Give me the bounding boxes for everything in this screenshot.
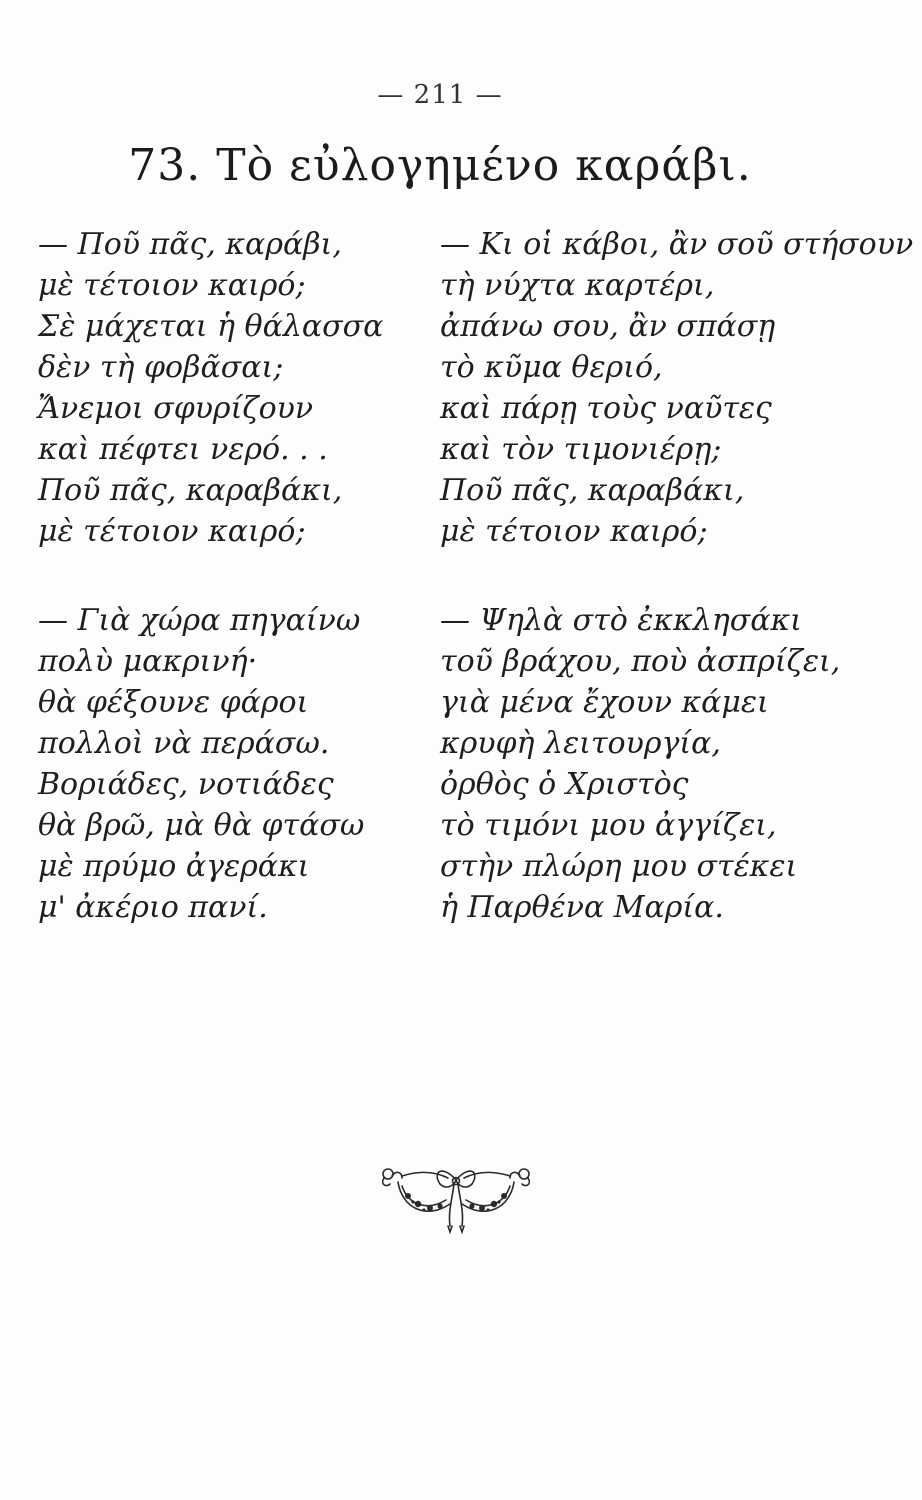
stanza-right-1 (440, 224, 914, 552)
poem-line: τὸ κῦμα θεριό, (440, 350, 663, 385)
stanza-left-1 (38, 224, 458, 552)
poem-line: Ἄνεμοι σφυρίζουν (38, 391, 314, 426)
poem-line: τοῦ βράχου, ποὺ ἀσπρίζει, (440, 644, 841, 679)
poem-line: μὲ τέτοιον καιρό; (440, 514, 708, 549)
poem-line: θὰ φέξουνε φάροι (38, 685, 309, 720)
poem-line: πολλοὶ νὰ περάσω. (38, 726, 330, 761)
poem-line: τὴ νύχτα καρτέρι, (440, 268, 715, 303)
poem-line: Ποῦ πᾶς, καραβάκι, (38, 473, 343, 508)
poem-line: θὰ βρῶ, μὰ θὰ φτάσω (38, 808, 365, 843)
stanza-right-2 (440, 600, 860, 928)
poem-title: 73. Τὸ εὐλογημένο καράβι. (128, 140, 752, 191)
poem-line: μὲ πρύμο ἀγεράκι (38, 849, 310, 884)
poem-line: μ' ἀκέριο πανί. (38, 890, 268, 925)
poem-line: ὀρθὸς ὁ Χριστὸς (440, 767, 689, 802)
poem-line: καὶ τὸν τιμονιέρῃ; (440, 432, 722, 467)
poem-line: καὶ πάρῃ τοὺς ναῦτες (440, 391, 772, 426)
poem-line: τὸ τιμόνι μου ἀγγίζει, (440, 808, 777, 843)
poem-line: μὲ τέτοιον καιρό; (38, 514, 306, 549)
poem-line: Βοριάδες, νοτιάδες (38, 767, 334, 802)
poem-line: Ποῦ πᾶς, καραβάκι, (440, 473, 745, 508)
poem-line: — Γιὰ χώρα πηγαίνω (38, 603, 361, 638)
poem-line: μὲ τέτοιον καιρό; (38, 268, 306, 303)
bow-garland-ornament-icon (376, 1160, 536, 1240)
poem-line: Σὲ μάχεται ἡ θάλασσα (38, 309, 384, 344)
poem-line: ἡ Παρθένα Μαρία. (440, 890, 724, 925)
poem-line: ἀπάνω σου, ἂν σπάσῃ (440, 309, 776, 344)
poem-line: δὲν τὴ φοβᾶσαι; (38, 350, 284, 385)
poem-line: καὶ πέφτει νερό. . . (38, 432, 328, 467)
poem-line: γιὰ μένα ἔχουν κάμει (440, 685, 769, 720)
poem-line: — Ψηλὰ στὸ ἐκκλησάκι (440, 603, 802, 638)
poem-line: — Κι οἱ κάβοι, ἂν σοῦ στήσουν (440, 227, 914, 262)
stanza-left-2 (38, 600, 458, 928)
poem-line: στὴν πλώρη μου στέκει (440, 849, 798, 884)
poem-line: πολὺ μακρινή· (38, 644, 258, 679)
poem-line: — Ποῦ πᾶς, καράβι, (38, 227, 342, 262)
poem-line: κρυφὴ λειτουργία, (440, 726, 721, 761)
page-number: — 211 — (377, 80, 503, 110)
